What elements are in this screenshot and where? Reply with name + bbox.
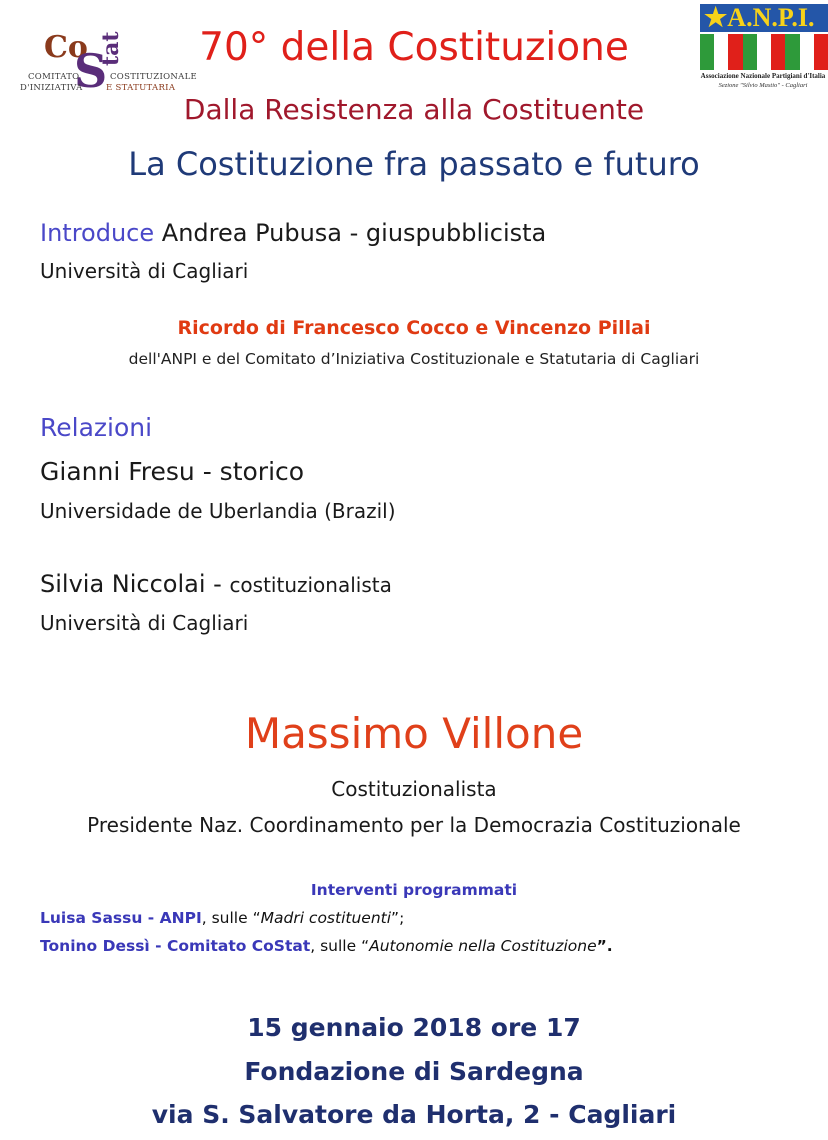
speaker-affiliation: Università di Cagliari	[40, 611, 249, 635]
speaker-name-line	[40, 567, 392, 602]
keynote-title: Presidente Naz. Coordinamento per la Democrazia Costituzionale	[87, 813, 741, 837]
event-date: 15 gennaio 2018 ore 17	[247, 1013, 581, 1042]
ricordo-subtitle: dell'ANPI e del Comitato d’Iniziativa Costituzionale e Statutaria di Cagliari	[128, 350, 700, 368]
intro-affiliation: Università di Cagliari	[40, 259, 249, 283]
intro-speaker: Andrea Pubusa - giuspubblicista	[154, 219, 547, 247]
intervento-item	[40, 934, 613, 958]
intervento-post: ”;	[391, 909, 405, 927]
speaker-name: Gianni Fresu - storico	[40, 457, 305, 486]
costat-logo-tat: tat	[98, 31, 124, 66]
page-title: 70° della Costituzione	[199, 25, 629, 70]
intervento-topic: Madri costituenti	[260, 909, 392, 927]
costat-logo-line2: D'INIZIATIVA	[20, 83, 83, 93]
ricordo-title: Ricordo di Francesco Cocco e Vincenzo Pillai	[177, 317, 651, 339]
intro-label: Introduce	[40, 219, 155, 247]
event-venue: Fondazione di Sardegna	[244, 1057, 584, 1086]
intro-line	[40, 216, 546, 250]
costat-logo-line4: E STATUTARIA	[106, 83, 176, 93]
relazioni-heading: Relazioni	[40, 413, 153, 442]
page-subtitle: Dalla Resistenza alla Costituente	[183, 93, 645, 126]
anpi-banner: ★A.N.P.I.	[700, 4, 828, 32]
intervento-post: ”.	[596, 937, 613, 955]
event-address: via S. Salvatore da Horta, 2 - Cagliari	[151, 1100, 677, 1129]
intervento-speaker: Tonino Dessì - Comitato CoStat	[40, 937, 311, 955]
intervento-speaker: Luisa Sassu - ANPI	[40, 909, 202, 927]
keynote-name: Massimo Villone	[244, 709, 584, 758]
intervento-pre: , sulle “	[310, 937, 370, 955]
intervento-item	[40, 906, 404, 930]
intervento-topic: Autonomie nella Costituzione	[369, 937, 597, 955]
speaker-name: Silvia Niccolai -	[40, 570, 230, 598]
speaker-role: costituzionalista	[229, 573, 392, 597]
intervento-pre: , sulle “	[201, 909, 261, 927]
anpi-name: Associazione Nazionale Partigiani d'Italia	[700, 72, 826, 80]
speaker-affiliation: Universidade de Uberlandia (Brazil)	[40, 499, 396, 523]
costat-logo-co: Co	[44, 30, 88, 65]
page-theme: La Costituzione fra passato e futuro	[128, 145, 700, 183]
interventi-heading: Interventi programmati	[310, 881, 518, 899]
costat-logo-s: S	[74, 44, 108, 98]
keynote-role: Costituzionalista	[331, 777, 497, 801]
costat-logo-line3: COSTITUZIONALE	[110, 72, 198, 82]
anpi-section: Sezione "Silvio Mastio" - Cagliari	[718, 82, 808, 89]
costat-logo-line1: COMITATO	[28, 72, 80, 82]
